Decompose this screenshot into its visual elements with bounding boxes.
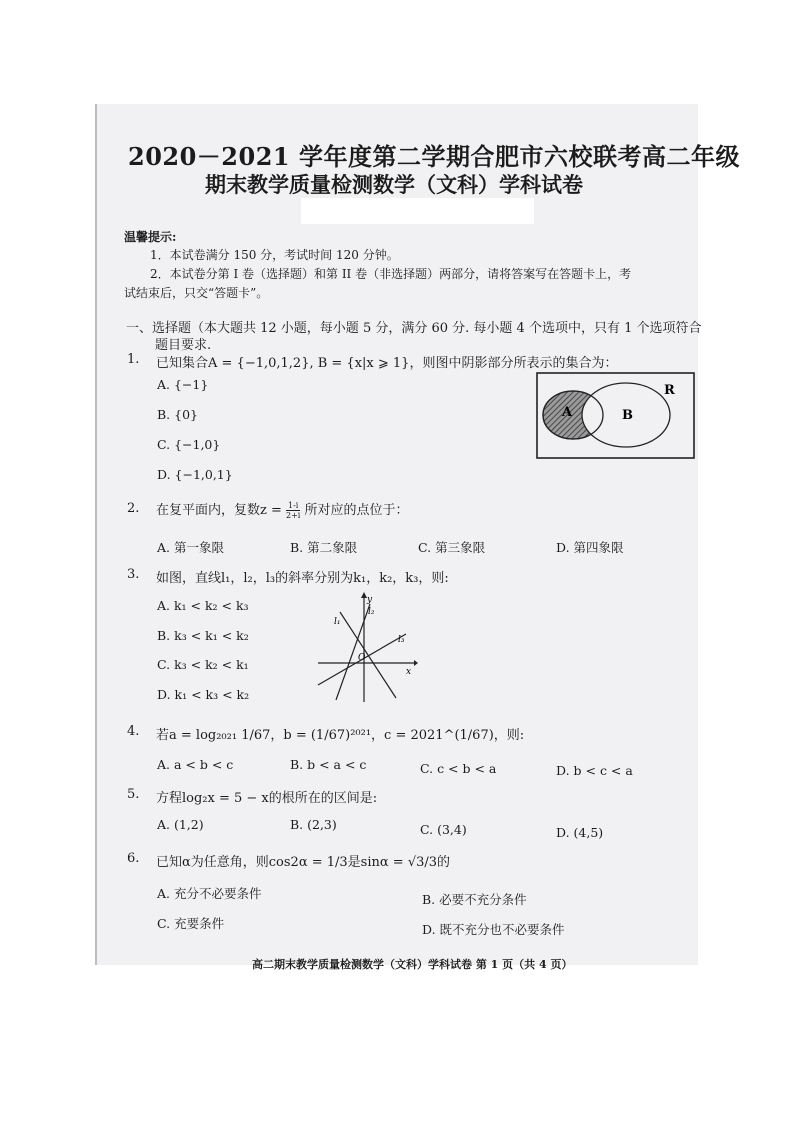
notice-item-2-cont: 试结束后，只交“答题卡”。: [124, 286, 269, 300]
redaction-box: [301, 198, 534, 224]
venn-diagram: [536, 372, 696, 460]
label-l2: l₂: [368, 607, 375, 617]
q5-number: 5.: [127, 787, 140, 802]
q5-option-a: A. (1,2): [157, 817, 204, 832]
q3-option-c: C. k₃ < k₂ < k₁: [157, 657, 249, 672]
q6-option-d: D. 既不充分也不必要条件: [422, 922, 565, 937]
q3-number: 3.: [127, 567, 140, 582]
q3-option-b: B. k₃ < k₁ < k₂: [157, 628, 249, 643]
section-header: 一、选择题（本大题共 12 小题，每小题 5 分，满分 60 分. 每小题 4 个选项中，只有 1 个选项符合: [126, 321, 702, 336]
q1-number: 1.: [127, 352, 140, 367]
q4-option-a: A. a < b < c: [157, 757, 234, 772]
q4-number: 4.: [127, 724, 140, 739]
section-header-cont: 题目要求.: [155, 338, 212, 353]
exam-title-line1: 2020－2021 学年度第二学期合肥市六校联考高二年级: [128, 142, 740, 171]
q4-option-b: B. b < a < c: [290, 757, 367, 772]
q6-option-a: A. 充分不必要条件: [157, 886, 262, 901]
label-origin: O: [358, 653, 366, 663]
q2-number: 2.: [127, 501, 140, 516]
line-l2: [336, 604, 370, 700]
q2-stem-pre: 在复平面内，复数z =: [156, 503, 282, 518]
q2-option-d: D. 第四象限: [556, 540, 624, 555]
q2-stem-post: 所对应的点位于：: [304, 503, 409, 518]
notice-heading: 温馨提示:: [124, 230, 177, 244]
q2-frac-numerator: 1-i: [288, 501, 299, 510]
q6-number: 6.: [127, 851, 140, 866]
q1-option-a: A. {−1}: [157, 377, 209, 392]
label-l3: l₃: [398, 635, 405, 645]
exam-title-line2: 期末教学质量检测数学（文科）学科试卷: [205, 172, 583, 197]
venn-label-b: B: [622, 408, 633, 423]
exam-sheet: [95, 104, 698, 965]
notice-item-1: 1．本试卷满分 150 分，考试时间 120 分钟。: [150, 248, 399, 262]
q6-stem: 已知α为任意角，则cos2α = 1/3是sinα = √3/3的: [156, 855, 451, 870]
q4-stem: 若a = log₂₀₂₁ 1/67，b = (1/67)²⁰²¹，c = 2021^(1/67)，则:: [156, 728, 525, 743]
x-axis-arrow: [414, 660, 418, 666]
q3-stem: 如图，直线l₁，l₂，l₃的斜率分别为k₁，k₂，k₃，则:: [156, 571, 449, 586]
notice-item-2: 2．本试卷分第 I 卷（选择题）和第 II 卷（非选择题）两部分，请将答案写在答题卡上，考: [150, 267, 632, 281]
q6-option-b: B. 必要不充分条件: [422, 892, 527, 907]
q3-option-d: D. k₁ < k₃ < k₂: [157, 687, 250, 702]
q1-stem: 已知集合A = {−1,0,1,2}, B = {x|x ⩾ 1}，则图中阴影部分所表示的集合为：: [156, 356, 618, 371]
line-l1: [340, 612, 396, 698]
lines-figure: [314, 590, 418, 704]
q2-fraction: [286, 501, 300, 520]
venn-label-r: R: [664, 383, 675, 398]
q5-option-d: D. (4,5): [556, 825, 604, 840]
q5-stem: 方程log₂x = 5 − x的根所在的区间是:: [156, 791, 378, 806]
q4-option-d: D. b < c < a: [556, 763, 633, 778]
q2-stem: [156, 499, 409, 520]
q4-option-c: C. c < b < a: [420, 761, 497, 776]
q2-option-c: C. 第三象限: [418, 540, 486, 555]
q1-option-d: D. {−1,0,1}: [157, 467, 233, 482]
q2-frac-denominator: 2+i: [286, 511, 301, 520]
q5-option-b: B. (2,3): [290, 817, 337, 832]
q6-option-c: C. 充要条件: [157, 916, 225, 931]
q3-option-a: A. k₁ < k₂ < k₃: [157, 598, 249, 613]
q1-option-c: C. {−1,0}: [157, 437, 221, 452]
label-y: y: [367, 595, 373, 605]
q2-option-b: B. 第二象限: [290, 540, 358, 555]
q2-option-a: A. 第一象限: [157, 540, 224, 555]
label-x: x: [406, 667, 412, 677]
q1-option-b: B. {0}: [157, 407, 198, 422]
label-l1: l₁: [334, 617, 341, 627]
page-footer: 高二期末教学质量检测数学（文科）学科试卷 第 1 页（共 4 页）: [252, 958, 573, 971]
venn-label-a: A: [562, 405, 573, 420]
q5-option-c: C. (3,4): [420, 822, 467, 837]
